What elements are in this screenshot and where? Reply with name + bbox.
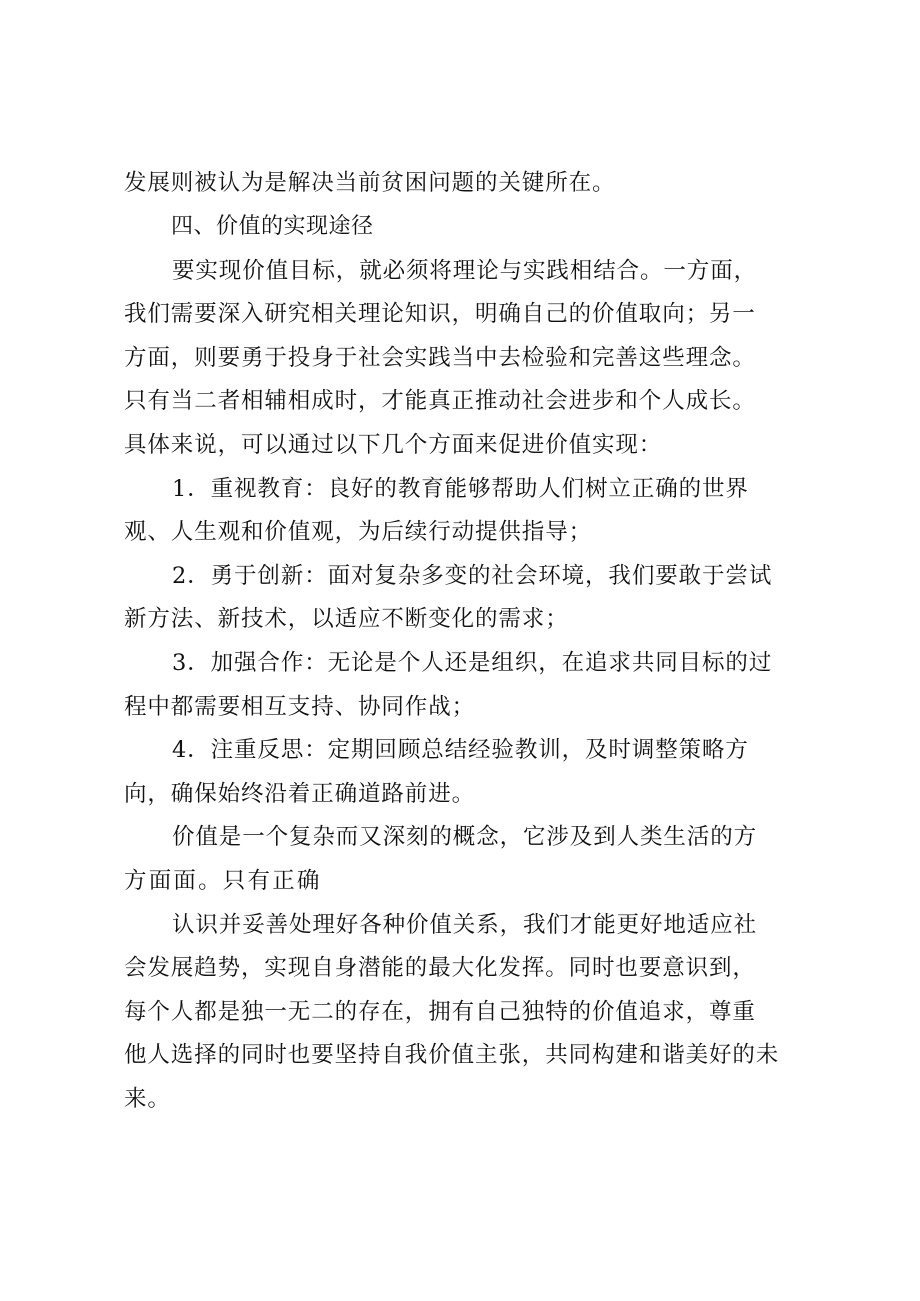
text-line: 具体来说，可以通过以下几个方面来促进价值实现： bbox=[124, 432, 663, 458]
list-item: 4．注重反思：定期回顾总结经验教训，及时调整策略方 bbox=[172, 737, 749, 763]
text-line: 方面，则要勇于投身于社会实践当中去检验和完善这些理念。 bbox=[124, 345, 756, 371]
text-line: 每个人都是独一无二的存在，拥有自己独特的价值追求，尊重 bbox=[124, 999, 756, 1025]
text-line: 观、人生观和价值观，为后续行动提供指导； bbox=[124, 519, 593, 545]
text-line: 价值是一个复杂而又深刻的概念，它涉及到人类生活的方 bbox=[172, 824, 758, 850]
list-item: 1．重视教育：良好的教育能够帮助人们树立正确的世界 bbox=[172, 476, 749, 502]
text-line: 要实现价值目标，就必须将理论与实践相结合。一方面， bbox=[172, 258, 758, 284]
text-line: 新方法、新技术，以适应不断变化的需求； bbox=[124, 606, 569, 632]
list-item: 2．勇于创新：面对复杂多变的社会环境，我们要敢于尝试 bbox=[172, 563, 773, 589]
text-line: 向，确保始终沿着正确道路前进。 bbox=[124, 781, 476, 807]
text-line: 发展则被认为是解决当前贫困问题的关键所在。 bbox=[124, 170, 616, 196]
text-line: 认识并妥善处理好各种价值关系，我们才能更好地适应社 bbox=[172, 912, 758, 938]
text-line: 会发展趋势，实现自身潜能的最大化发挥。同时也要意识到， bbox=[124, 955, 756, 981]
text-line: 我们需要深入研究相关理论知识，明确自己的价值取向；另一 bbox=[124, 301, 756, 327]
text-line: 程中都需要相互支持、协同作战； bbox=[124, 694, 476, 720]
text-line: 来。 bbox=[124, 1086, 171, 1112]
text-line: 方面面。只有正确 bbox=[124, 868, 322, 894]
text-line: 他人选择的同时也要坚持自我价值主张，共同构建和谐美好的未 bbox=[124, 1042, 780, 1068]
text-line: 只有当二者相辅相成时，才能真正推动社会进步和个人成长。 bbox=[124, 388, 756, 414]
section-heading: 四、价值的实现途径 bbox=[171, 214, 374, 239]
list-item: 3．加强合作：无论是个人还是组织，在追求共同目标的过 bbox=[172, 650, 773, 676]
